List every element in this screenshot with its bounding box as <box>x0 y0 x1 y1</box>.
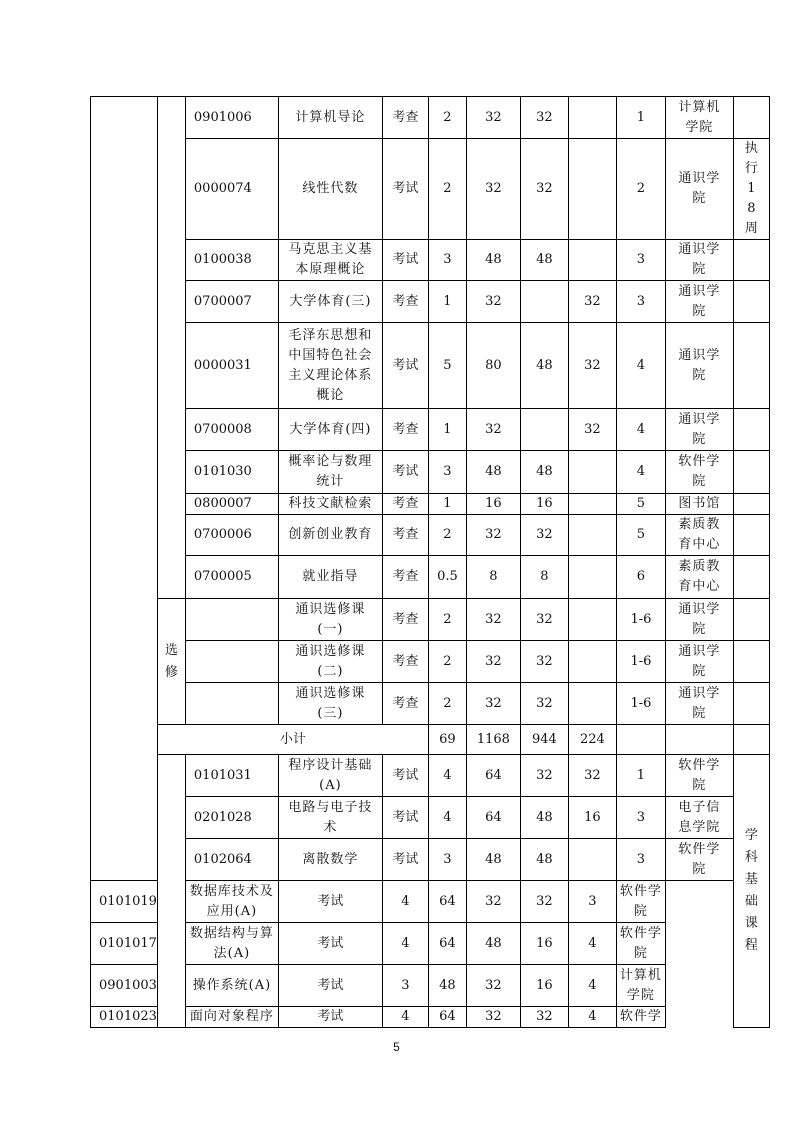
subtotal-hours: 1168 <box>466 725 520 755</box>
table-row <box>91 923 770 965</box>
assessment: 考查 <box>382 556 428 599</box>
lecture-hours: 16 <box>520 494 568 515</box>
note-cell <box>733 599 769 641</box>
term: 5 <box>616 515 665 556</box>
course-name: 通识选修课(三) <box>278 683 382 725</box>
course-code: 0100038 <box>185 240 278 281</box>
lecture-hours: 48 <box>520 323 568 409</box>
assessment: 考查 <box>382 641 428 683</box>
department: 软件学院 <box>665 839 733 881</box>
table-row <box>91 641 770 683</box>
table-row <box>91 409 770 451</box>
assessment: 考查 <box>382 494 428 515</box>
term: 1-6 <box>616 683 665 725</box>
total-hours: 32 <box>466 641 520 683</box>
department: 通识学院 <box>665 139 733 240</box>
table-row <box>91 97 770 139</box>
course-name: 就业指导 <box>278 556 382 599</box>
term: 4 <box>616 451 665 494</box>
department: 素质教育中心 <box>665 556 733 599</box>
table-row <box>91 755 770 797</box>
course-name: 线性代数 <box>278 139 382 240</box>
course-name: 创新创业教育 <box>278 515 382 556</box>
table-row <box>91 281 770 323</box>
credits: 2 <box>428 139 466 240</box>
credits: 3 <box>428 839 466 881</box>
elective-label: 选修 <box>157 599 185 725</box>
lecture-hours: 48 <box>520 240 568 281</box>
course-code: 0901006 <box>185 97 278 139</box>
term: 3 <box>616 240 665 281</box>
table-row <box>91 839 770 881</box>
total-hours: 48 <box>428 965 466 1007</box>
subtotal-label: 小计 <box>157 725 428 755</box>
term: 1-6 <box>616 641 665 683</box>
department: 软件学院 <box>665 451 733 494</box>
total-hours: 64 <box>466 797 520 839</box>
course-name: 操作系统(A) <box>185 965 278 1007</box>
credits: 3 <box>428 451 466 494</box>
total-hours: 32 <box>466 599 520 641</box>
practice-hours <box>568 641 616 683</box>
note-cell <box>733 240 769 281</box>
department: 软件学院 <box>616 923 665 965</box>
course-code: 0700005 <box>185 556 278 599</box>
total-hours: 32 <box>466 139 520 240</box>
course-name: 计算机导论 <box>278 97 382 139</box>
total-hours: 32 <box>466 409 520 451</box>
course-code: 0000031 <box>185 323 278 409</box>
term: 1 <box>616 755 665 797</box>
lecture-hours: 32 <box>466 881 520 923</box>
course-code: 0700007 <box>185 281 278 323</box>
subtotal-dept <box>665 725 733 755</box>
department: 软件学院 <box>665 755 733 797</box>
subtotal-practice: 224 <box>568 725 616 755</box>
term: 4 <box>616 409 665 451</box>
term: 2 <box>616 139 665 240</box>
term: 3 <box>616 839 665 881</box>
credits: 2 <box>428 515 466 556</box>
department: 电子信息学院 <box>665 797 733 839</box>
course-code: 0101023 <box>91 1007 158 1028</box>
practice-hours <box>568 683 616 725</box>
course-name: 数据结构与算法(A) <box>185 923 278 965</box>
total-hours: 64 <box>428 1007 466 1028</box>
course-code: 0700006 <box>185 515 278 556</box>
department: 通识学院 <box>665 599 733 641</box>
assessment: 考试 <box>278 965 382 1007</box>
department: 软件学院 <box>616 881 665 923</box>
table-row <box>91 556 770 599</box>
course-name: 马克思主义基本原理概论 <box>278 240 382 281</box>
assessment: 考查 <box>382 281 428 323</box>
practice-hours: 16 <box>568 797 616 839</box>
assessment: 考试 <box>382 839 428 881</box>
credits: 2 <box>428 683 466 725</box>
course-code: 0101030 <box>185 451 278 494</box>
practice-hours <box>568 556 616 599</box>
total-hours: 48 <box>466 240 520 281</box>
credits: 1 <box>428 494 466 515</box>
credits: 3 <box>382 965 428 1007</box>
department: 图书馆 <box>665 494 733 515</box>
total-hours: 16 <box>466 494 520 515</box>
credits: 4 <box>428 797 466 839</box>
assessment: 考试 <box>382 451 428 494</box>
practice-hours: 32 <box>520 881 568 923</box>
department: 通识学院 <box>665 281 733 323</box>
practice-hours <box>568 240 616 281</box>
practice-hours <box>568 599 616 641</box>
practice-hours: 16 <box>520 965 568 1007</box>
assessment: 考试 <box>382 323 428 409</box>
lecture-hours: 48 <box>466 923 520 965</box>
table-row <box>91 494 770 515</box>
lecture-hours <box>520 409 568 451</box>
note-cell <box>733 494 769 515</box>
course-code <box>185 641 278 683</box>
course-code: 0101031 <box>185 755 278 797</box>
course-name: 概率论与数理统计 <box>278 451 382 494</box>
department: 通识学院 <box>665 641 733 683</box>
term: 5 <box>616 494 665 515</box>
course-name: 面向对象程序 <box>185 1007 278 1028</box>
lecture-hours: 32 <box>466 1007 520 1028</box>
lecture-hours: 32 <box>466 965 520 1007</box>
table-row <box>91 797 770 839</box>
lecture-hours: 32 <box>520 641 568 683</box>
table-row <box>91 599 770 641</box>
lecture-hours: 32 <box>520 97 568 139</box>
practice-hours: 32 <box>568 755 616 797</box>
assessment: 考试 <box>278 1007 382 1028</box>
credits: 1 <box>428 409 466 451</box>
course-name: 通识选修课(一) <box>278 599 382 641</box>
course-code <box>185 599 278 641</box>
assessment: 考查 <box>382 599 428 641</box>
credits: 4 <box>382 1007 428 1028</box>
table-row <box>91 139 770 240</box>
note-subject-basis: 学科基础课程 <box>733 755 769 1028</box>
course-code: 0800007 <box>185 494 278 515</box>
course-name: 数据库技术及应用(A) <box>185 881 278 923</box>
table-row <box>91 965 770 1007</box>
course-code <box>185 683 278 725</box>
lecture-hours: 8 <box>520 556 568 599</box>
course-name: 毛泽东思想和中国特色社会主义理论体系概论 <box>278 323 382 409</box>
total-hours: 32 <box>466 515 520 556</box>
note-cell <box>733 97 769 139</box>
subtotal-lecture: 944 <box>520 725 568 755</box>
lecture-hours: 48 <box>520 839 568 881</box>
term: 4 <box>568 1007 616 1028</box>
course-name: 通识选修课(二) <box>278 641 382 683</box>
practice-hours <box>568 515 616 556</box>
total-hours: 64 <box>466 755 520 797</box>
assessment: 考查 <box>382 409 428 451</box>
department: 通识学院 <box>665 409 733 451</box>
required-cell <box>157 97 185 599</box>
note-cell <box>733 409 769 451</box>
course-code: 0101019 <box>91 881 158 923</box>
note-cell <box>733 556 769 599</box>
subtotal-credits: 69 <box>428 725 466 755</box>
assessment: 考试 <box>382 797 428 839</box>
table-row <box>91 1007 770 1028</box>
course-code: 0101017 <box>91 923 158 965</box>
total-hours: 32 <box>466 683 520 725</box>
term: 4 <box>568 923 616 965</box>
credits: 4 <box>382 923 428 965</box>
course-name: 程序设计基础(A) <box>278 755 382 797</box>
practice-hours: 32 <box>568 409 616 451</box>
term: 6 <box>616 556 665 599</box>
credits: 5 <box>428 323 466 409</box>
department: 软件学 <box>616 1007 665 1028</box>
assessment: 考试 <box>278 881 382 923</box>
subject-group-cell <box>157 755 185 1028</box>
assessment: 考查 <box>382 515 428 556</box>
lecture-hours: 48 <box>520 797 568 839</box>
course-name: 大学体育(四) <box>278 409 382 451</box>
practice-hours <box>568 97 616 139</box>
course-name: 离散数学 <box>278 839 382 881</box>
department: 通识学院 <box>665 240 733 281</box>
note-cell <box>733 323 769 409</box>
credits: 2 <box>428 641 466 683</box>
course-name: 大学体育(三) <box>278 281 382 323</box>
lecture-hours <box>520 281 568 323</box>
course-code: 0901003 <box>91 965 158 1007</box>
page-number: 5 <box>393 1040 400 1054</box>
total-hours: 32 <box>466 97 520 139</box>
practice-hours: 32 <box>568 281 616 323</box>
course-name: 电路与电子技术 <box>278 797 382 839</box>
note-cell <box>733 451 769 494</box>
total-hours: 64 <box>428 881 466 923</box>
total-hours: 80 <box>466 323 520 409</box>
credits: 4 <box>428 755 466 797</box>
term: 3 <box>616 281 665 323</box>
term: 1 <box>616 97 665 139</box>
practice-hours <box>568 839 616 881</box>
subtotal-row <box>91 725 770 755</box>
credits: 1 <box>428 281 466 323</box>
term: 3 <box>616 797 665 839</box>
credits: 0.5 <box>428 556 466 599</box>
curriculum-table <box>90 96 770 1028</box>
total-hours: 8 <box>466 556 520 599</box>
table-row <box>91 881 770 923</box>
department: 计算机学院 <box>616 965 665 1007</box>
assessment: 考试 <box>382 139 428 240</box>
lecture-hours: 32 <box>520 755 568 797</box>
table-row <box>91 451 770 494</box>
total-hours: 64 <box>428 923 466 965</box>
subtotal-term <box>616 725 665 755</box>
table-row <box>91 515 770 556</box>
term: 1-6 <box>616 599 665 641</box>
assessment: 考试 <box>382 755 428 797</box>
total-hours: 48 <box>466 451 520 494</box>
course-code: 0700008 <box>185 409 278 451</box>
course-name: 科技文献检索 <box>278 494 382 515</box>
note-cell <box>733 641 769 683</box>
table-row <box>91 683 770 725</box>
term: 4 <box>568 965 616 1007</box>
assessment: 考试 <box>382 240 428 281</box>
practice-hours: 32 <box>568 323 616 409</box>
lecture-hours: 48 <box>520 451 568 494</box>
note-exec-weeks: 执行18周 <box>733 139 769 240</box>
practice-hours <box>568 494 616 515</box>
department: 通识学院 <box>665 683 733 725</box>
credits: 4 <box>382 881 428 923</box>
total-hours: 32 <box>466 281 520 323</box>
assessment: 考试 <box>278 923 382 965</box>
total-hours: 48 <box>466 839 520 881</box>
credits: 2 <box>428 97 466 139</box>
note-cell <box>733 281 769 323</box>
course-code: 0000074 <box>185 139 278 240</box>
lecture-hours: 32 <box>520 683 568 725</box>
practice-hours <box>568 139 616 240</box>
lecture-hours: 32 <box>520 139 568 240</box>
note-cell <box>733 683 769 725</box>
practice-hours: 16 <box>520 923 568 965</box>
subtotal-note <box>733 725 769 755</box>
practice-hours <box>568 451 616 494</box>
lecture-hours: 32 <box>520 599 568 641</box>
department: 计算机学院 <box>665 97 733 139</box>
credits: 2 <box>428 599 466 641</box>
credits: 3 <box>428 240 466 281</box>
table-row <box>91 323 770 409</box>
note-cell <box>733 515 769 556</box>
table-row <box>91 240 770 281</box>
course-code: 0201028 <box>185 797 278 839</box>
department: 通识学院 <box>665 323 733 409</box>
lecture-hours: 32 <box>520 515 568 556</box>
course-code: 0102064 <box>185 839 278 881</box>
practice-hours: 32 <box>520 1007 568 1028</box>
term: 4 <box>616 323 665 409</box>
department: 素质教育中心 <box>665 515 733 556</box>
assessment: 考查 <box>382 97 428 139</box>
term: 3 <box>568 881 616 923</box>
assessment: 考查 <box>382 683 428 725</box>
category-cell <box>91 97 158 881</box>
